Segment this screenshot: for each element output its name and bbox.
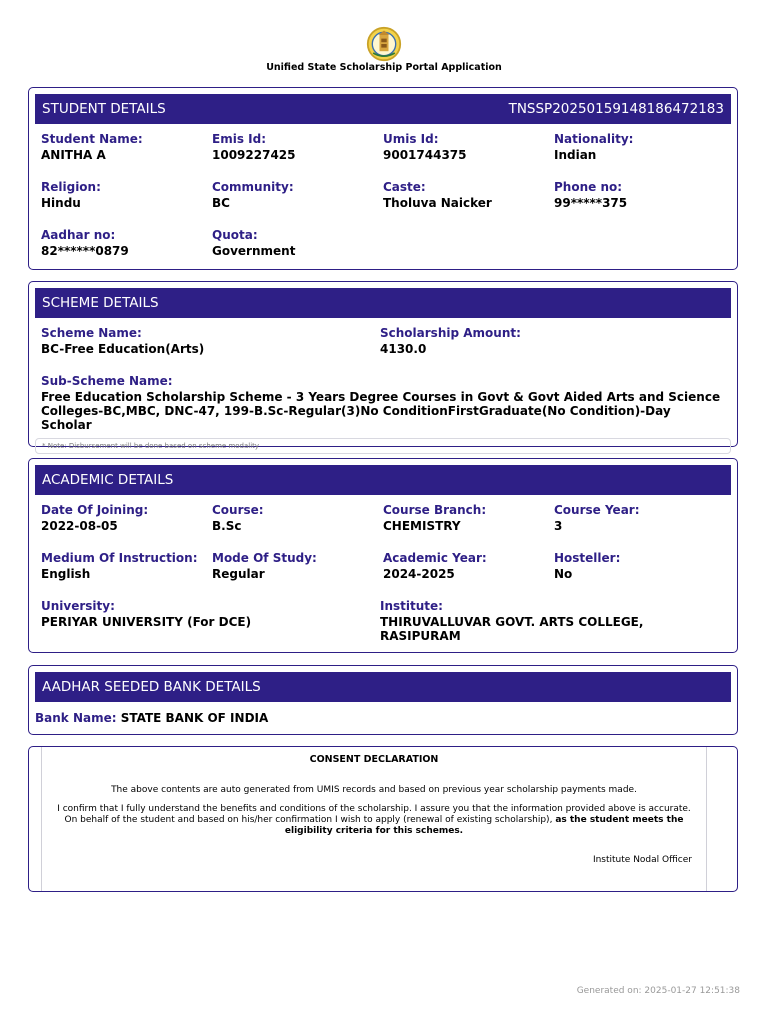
field-value: Tholuva Naicker xyxy=(383,196,492,210)
consent-para-2-text: I confirm that I fully understand the benefits and conditions of the scholarship. I assure you that the information provided above is accurate. On behalf of the student and based on his/her confirmation I wish to apply (renewal of existing scholarship), xyxy=(57,804,691,825)
consent-para-2 xyxy=(42,804,706,837)
application-id: TNSSP20250159148186472183 xyxy=(508,101,724,117)
field-label: Date Of Joining: xyxy=(41,503,149,517)
university-field xyxy=(41,591,380,643)
field-value: 82******0879 xyxy=(41,244,129,258)
bank-name-field xyxy=(29,702,737,725)
scheme-name-field xyxy=(41,318,380,366)
field-label: Course Year: xyxy=(554,503,640,517)
bank-details-card xyxy=(28,665,738,735)
consent-inner xyxy=(41,747,707,891)
religion-field xyxy=(41,172,212,220)
field-label: Course: xyxy=(212,503,264,517)
course-year-field xyxy=(554,495,725,543)
quota-field xyxy=(212,220,383,268)
section-title: STUDENT DETAILS xyxy=(42,101,166,117)
sub-scheme-field xyxy=(29,366,737,432)
student-name-field xyxy=(41,124,212,172)
medium-field xyxy=(41,543,212,591)
field-label: Mode Of Study: xyxy=(212,551,317,565)
institute-field xyxy=(380,591,719,643)
student-fields xyxy=(29,124,737,268)
field-value: No xyxy=(554,567,573,581)
academic-details-header xyxy=(35,465,731,495)
field-label: Phone no: xyxy=(554,180,623,194)
date-of-joining-field xyxy=(41,495,212,543)
field-label: Emis Id: xyxy=(212,132,266,146)
field-value: Hindu xyxy=(41,196,81,210)
field-label: Institute: xyxy=(380,599,443,613)
field-value: B.Sc xyxy=(212,519,242,533)
field-label: Quota: xyxy=(212,228,258,242)
umis-id-field xyxy=(383,124,554,172)
field-value: 2022-08-05 xyxy=(41,519,118,533)
field-value: 2024-2025 xyxy=(383,567,455,581)
portal-title: Unified State Scholarship Portal Application xyxy=(266,62,502,73)
field-label: Nationality: xyxy=(554,132,634,146)
field-label: Medium Of Instruction: xyxy=(41,551,198,565)
mode-of-study-field xyxy=(212,543,383,591)
nationality-field xyxy=(554,124,725,172)
community-field xyxy=(212,172,383,220)
field-value: BC xyxy=(212,196,230,210)
field-value: Government xyxy=(212,244,296,258)
field-value-line1: THIRUVALLUVAR GOVT. ARTS COLLEGE, xyxy=(380,615,644,629)
field-value: PERIYAR UNIVERSITY (For DCE) xyxy=(41,615,252,629)
field-label: Scholarship Amount: xyxy=(380,326,521,340)
field-label: Scheme Name: xyxy=(41,326,142,340)
field-value: Indian xyxy=(554,148,597,162)
field-value: 3 xyxy=(554,519,563,533)
course-branch-field xyxy=(383,495,554,543)
nodal-officer-signature: Institute Nodal Officer xyxy=(592,855,692,865)
field-value-line2: Colleges-BC,MBC, DNC-47, 199-B.Sc-Regular(3)No ConditionFirstGraduate(No Condition)-Day Scholar xyxy=(41,404,671,432)
academic-year-field xyxy=(383,543,554,591)
field-value: English xyxy=(41,567,91,581)
disbursement-note: * Note: Disbursement will be done based on scheme modality xyxy=(35,438,731,454)
field-label: Community: xyxy=(212,180,294,194)
academic-institution-fields xyxy=(29,591,737,643)
academic-fields xyxy=(29,495,737,591)
field-value: 1009227425 xyxy=(212,148,296,162)
scheme-details-header xyxy=(35,288,731,318)
student-details-header xyxy=(35,94,731,124)
scheme-fields xyxy=(29,318,737,366)
field-label: Course Branch: xyxy=(383,503,487,517)
field-value: Regular xyxy=(212,567,265,581)
hosteller-field xyxy=(554,543,725,591)
field-label: Bank Name: xyxy=(35,711,117,725)
field-value: CHEMISTRY xyxy=(383,519,461,533)
scholarship-amount-field xyxy=(380,318,719,366)
student-details-card xyxy=(28,87,738,270)
section-title: AADHAR SEEDED BANK DETAILS xyxy=(42,679,261,695)
consent-card xyxy=(28,746,738,892)
field-label: Academic Year: xyxy=(383,551,487,565)
field-label: Aadhar no: xyxy=(41,228,116,242)
section-title: ACADEMIC DETAILS xyxy=(42,472,174,488)
bank-details-header xyxy=(35,672,731,702)
field-label: Sub-Scheme Name: xyxy=(41,374,173,388)
field-value: STATE BANK OF INDIA xyxy=(120,711,269,725)
scheme-details-card xyxy=(28,281,738,450)
emis-id-field xyxy=(212,124,383,172)
consent-para-2-emphasis: as the student meets the eligibility criteria for this schemes. xyxy=(284,815,684,836)
page-header xyxy=(0,0,768,73)
field-value: ANITHA A xyxy=(41,148,106,162)
field-value-line2: RASIPURAM xyxy=(380,629,461,643)
phone-field xyxy=(554,172,725,220)
course-field xyxy=(212,495,383,543)
academic-details-card xyxy=(28,458,738,653)
field-value: BC-Free Education(Arts) xyxy=(41,342,205,356)
consent-para-1: The above contents are auto generated from UMIS records and based on previous year scholarship payments made. xyxy=(111,785,637,795)
field-label: Caste: xyxy=(383,180,426,194)
field-label: Religion: xyxy=(41,180,101,194)
consent-title: CONSENT DECLARATION xyxy=(309,754,439,765)
field-value: 9001744375 xyxy=(383,148,467,162)
field-value-line1: Free Education Scholarship Scheme - 3 Years Degree Courses in Govt & Govt Aided Arts and Science xyxy=(41,390,721,404)
aadhar-field xyxy=(41,220,212,268)
field-value: 99*****375 xyxy=(554,196,628,210)
field-label: Umis Id: xyxy=(383,132,439,146)
field-value: 4130.0 xyxy=(380,342,427,356)
generated-timestamp: Generated on: 2025-01-27 12:51:38 xyxy=(576,986,740,996)
field-label: Student Name: xyxy=(41,132,143,146)
field-label: University: xyxy=(41,599,115,613)
field-label: Hosteller: xyxy=(554,551,621,565)
section-title: SCHEME DETAILS xyxy=(42,295,159,311)
state-emblem-icon xyxy=(366,26,402,62)
caste-field xyxy=(383,172,554,220)
